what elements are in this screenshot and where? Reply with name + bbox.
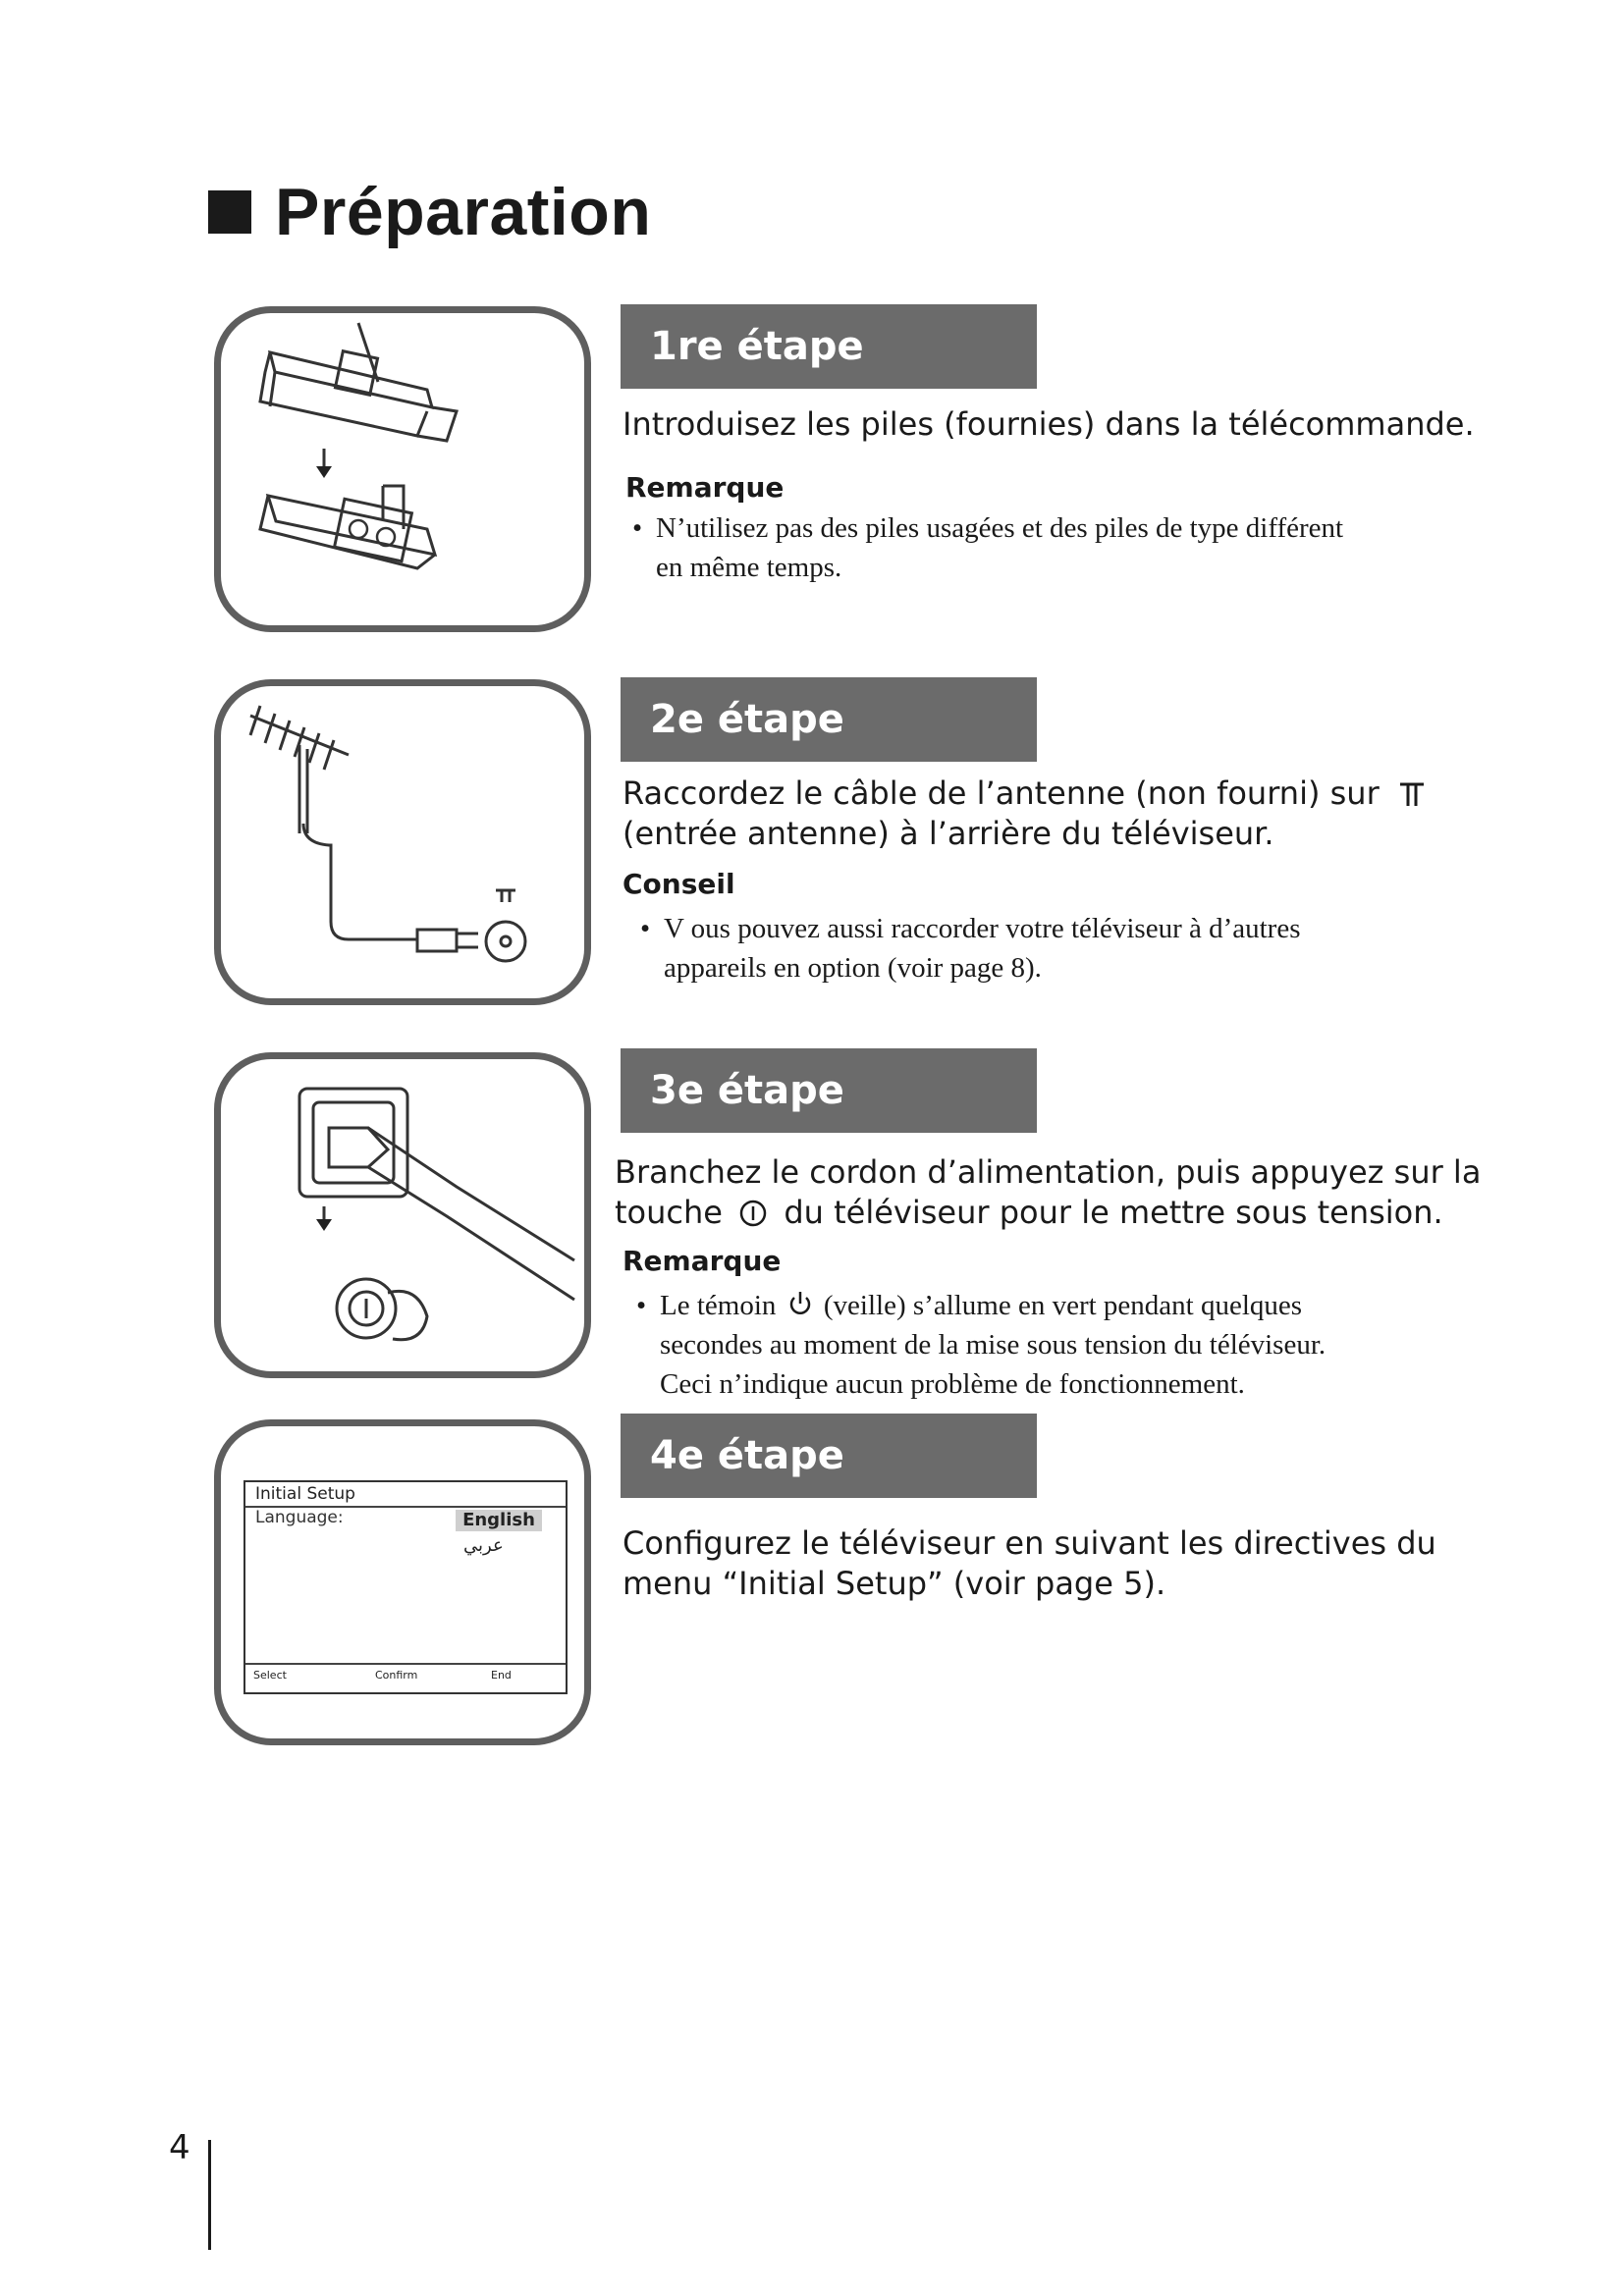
step-3-note-bullet: [636, 1286, 1326, 1404]
bullet-line: N’utilisez pas des piles usagées et des piles de type différent: [656, 512, 1344, 544]
step-3-note-label: Remarque: [623, 1245, 782, 1277]
step-4-label: 4e étape: [621, 1414, 1037, 1498]
step-3-text-line: du téléviseur pour le mettre sous tension.: [784, 1194, 1443, 1231]
osd-language-arabic: عربي: [463, 1535, 504, 1556]
bullet-dot: •: [636, 1290, 647, 1321]
step-4-text: [623, 1523, 1436, 1604]
bullet-line: Ceci n’indique aucun problème de fonctionnement.: [660, 1368, 1245, 1400]
bullet-dot: •: [640, 913, 651, 944]
remote-battery-illustration: [214, 306, 591, 632]
step-4-text-line: menu “Initial Setup” (voir page 5).: [623, 1565, 1166, 1602]
antenna-input-icon: [1397, 780, 1427, 808]
step-3-text-line: Branchez le cordon d’alimentation, puis appuyez sur la: [615, 1153, 1482, 1191]
osd-language-english: English: [456, 1510, 542, 1531]
bullet-line: V ous pouvez aussi raccorder votre téléviseur à d’autres: [664, 913, 1301, 944]
osd-footer-confirm: Confirm: [375, 1669, 418, 1682]
bullet-line: (veille) s’allume en vert pendant quelques: [823, 1290, 1303, 1321]
osd-language-label: Language:: [255, 1508, 344, 1527]
step-1-text: Introduisez les piles (fournies) dans la télécommande.: [623, 405, 1475, 443]
title-square-icon: [208, 190, 251, 234]
bullet-prefix: Le témoin: [660, 1290, 777, 1321]
step-2-note-bullet: [640, 909, 1301, 988]
bullet-line: en même temps.: [656, 552, 842, 583]
step-1-note-label: Remarque: [625, 471, 785, 504]
initial-setup-menu: [244, 1480, 568, 1694]
page-number: 4: [169, 2128, 190, 2167]
bullet-line: appareils en option (voir page 8).: [664, 952, 1042, 984]
step-2-label: 2e étape: [621, 677, 1037, 762]
bullet-line: secondes au moment de la mise sous tension du téléviseur.: [660, 1329, 1326, 1361]
step-3-label: 3e étape: [621, 1048, 1037, 1133]
page-number-rule: [208, 2140, 211, 2250]
osd-footer-select: Select: [253, 1669, 287, 1682]
bullet-dot: •: [632, 512, 643, 544]
osd-title: Initial Setup: [255, 1484, 355, 1504]
osd-footer-end: End: [491, 1669, 512, 1682]
step-3-text: [615, 1152, 1481, 1233]
step-1-note-bullet: [632, 508, 1344, 587]
step-2-text-line: Raccordez le câble de l’antenne (non fourni) sur: [623, 774, 1380, 812]
step-1-label: 1re étape: [621, 304, 1037, 389]
step-2-note-label: Conseil: [623, 868, 735, 900]
page-title-block: [208, 177, 651, 247]
standby-icon: [787, 1290, 813, 1317]
power-cord-illustration: [214, 1052, 591, 1378]
antenna-connection-illustration: [214, 679, 591, 1005]
step-2-text: [623, 774, 1427, 854]
osd-footer-divider: [245, 1663, 566, 1665]
power-button-icon: [738, 1199, 768, 1228]
step-4-text-line: Configurez le téléviseur en suivant les directives du: [623, 1524, 1436, 1562]
step-3-text-prefix: touche: [615, 1194, 723, 1231]
step-2-text-line: (entrée antenne) à l’arrière du téléviseur.: [623, 815, 1274, 852]
page-title: Préparation: [275, 175, 652, 249]
